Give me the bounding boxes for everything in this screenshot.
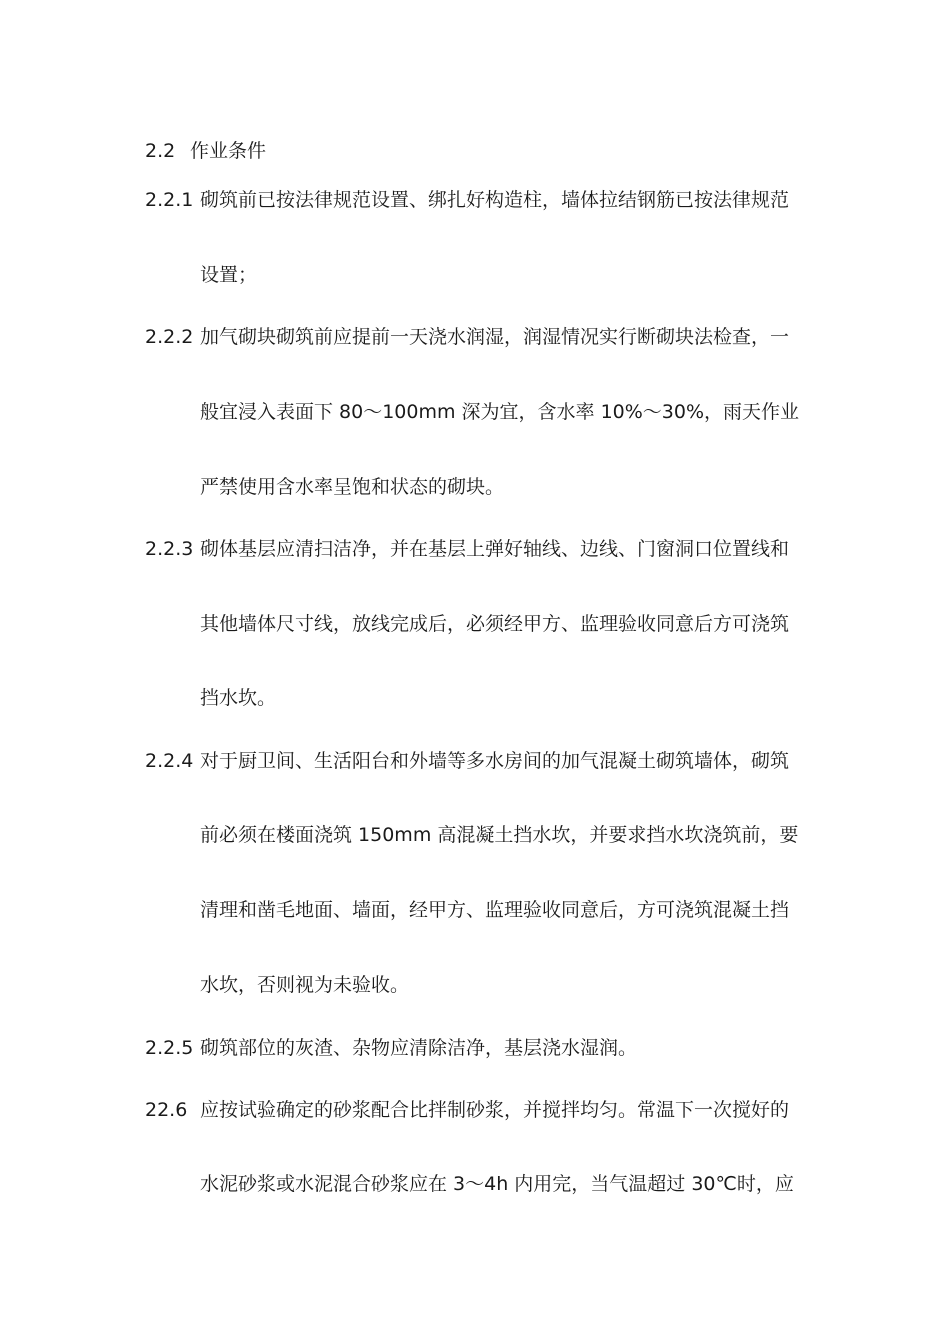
clause-text: 对于厨卫间、生活阳台和外墙等多水房间的加气混凝土砌筑墙体，砌筑	[200, 750, 790, 772]
clause-number: 2.2.4	[145, 750, 194, 772]
clause-text: 前必须在楼面浇筑 150mm 高混凝土挡水坎，并要求挡水坎浇筑前，要	[200, 824, 799, 846]
clause-number: 2.2.3	[145, 538, 194, 560]
clause-number: 22.6	[145, 1099, 188, 1121]
clause-text: 般宜浸入表面下 80～100mm 深为宜，含水率 10%～30%，雨天作业	[200, 401, 800, 423]
clause-text: 加气砌块砌筑前应提前一天浇水润湿，润湿情况实行断砌块法检查，一	[200, 326, 790, 348]
clause-text: 砌筑部位的灰渣、杂物应清除洁净，基层浇水湿润。	[200, 1037, 638, 1059]
clause-text: 砌筑前已按法律规范设置、绑扎好构造柱，墙体拉结钢筋已按法律规范	[200, 189, 790, 211]
clause-text: 水泥砂浆或水泥混合砂浆应在 3～4h 内用完，当气温超过 30℃时，应	[200, 1173, 794, 1195]
section-title: 作业条件	[190, 140, 267, 162]
clause-number: 2.2.2	[145, 326, 194, 348]
clause-text: 挡水坎。	[200, 687, 277, 709]
clause-text: 水坎，否则视为未验收。	[200, 974, 410, 996]
clause-text: 清理和凿毛地面、墙面，经甲方、监理验收同意后，方可浇筑混凝土挡	[200, 899, 790, 921]
clause-text: 砌体基层应清扫洁净，并在基层上弹好轴线、边线、门窗洞口位置线和	[200, 538, 790, 560]
clause-text: 设置；	[200, 264, 258, 286]
clause-text: 严禁使用含水率呈饱和状态的砌块。	[200, 476, 505, 498]
clause-text: 应按试验确定的砂浆配合比拌制砂浆，并搅拌均匀。常温下一次搅好的	[200, 1099, 790, 1121]
clause-number: 2.2.5	[145, 1037, 194, 1059]
clause-text: 其他墙体尺寸线，放线完成后，必须经甲方、监理验收同意后方可浇筑	[200, 613, 790, 635]
section-number: 2.2	[145, 140, 176, 162]
clause-number: 2.2.1	[145, 189, 194, 211]
